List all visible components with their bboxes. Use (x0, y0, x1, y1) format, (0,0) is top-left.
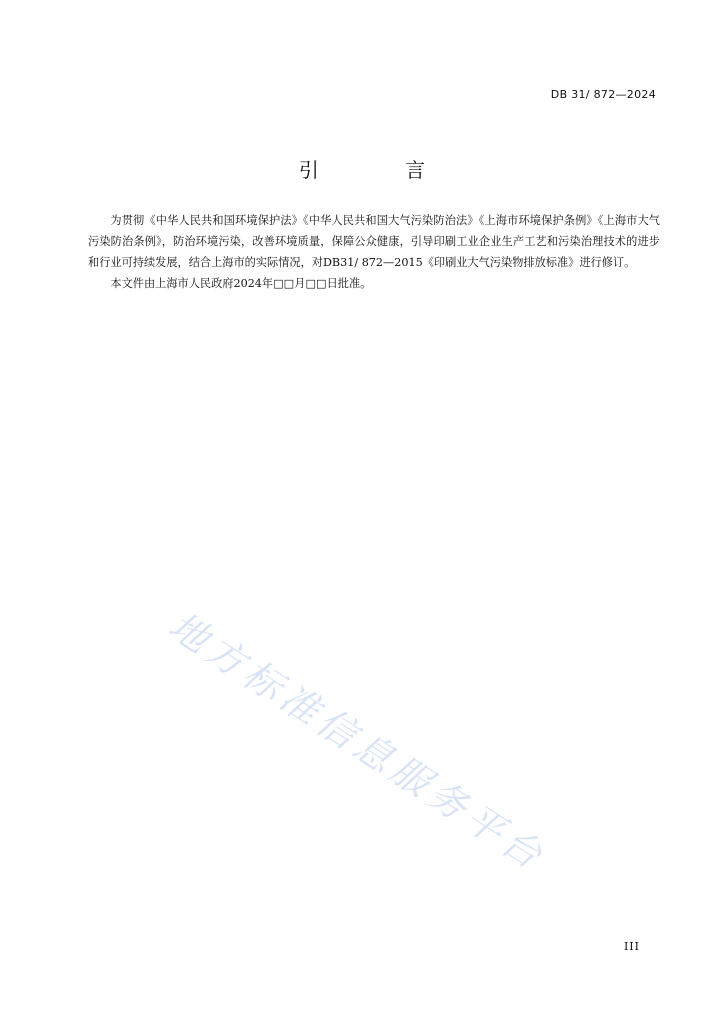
watermark: 地方标准信息服务平台 (161, 603, 555, 881)
paragraph-purpose: 为贯彻《中华人民共和国环境保护法》《中华人民共和国大气污染防治法》《上海市环境保护条例》《上海市大气污染防治条例》，防治环境污染，改善环境质量，保障公众健康，引导印刷工业企业生产工艺和污染治理技术的进步和行业可持续发展，结合上海市的实际情况，对DB31/ 872—2015《印刷业大气污染物排放标准》进行修订。 (88, 214, 660, 269)
section-title: 引 言 (298, 158, 466, 182)
body-text (88, 210, 660, 294)
document-code: DB 31/ 872—2024 (550, 88, 656, 101)
paragraph-approval: 本文件由上海市人民政府2024年□□月□□日批准。 (110, 277, 372, 290)
page-number: III (623, 940, 640, 953)
